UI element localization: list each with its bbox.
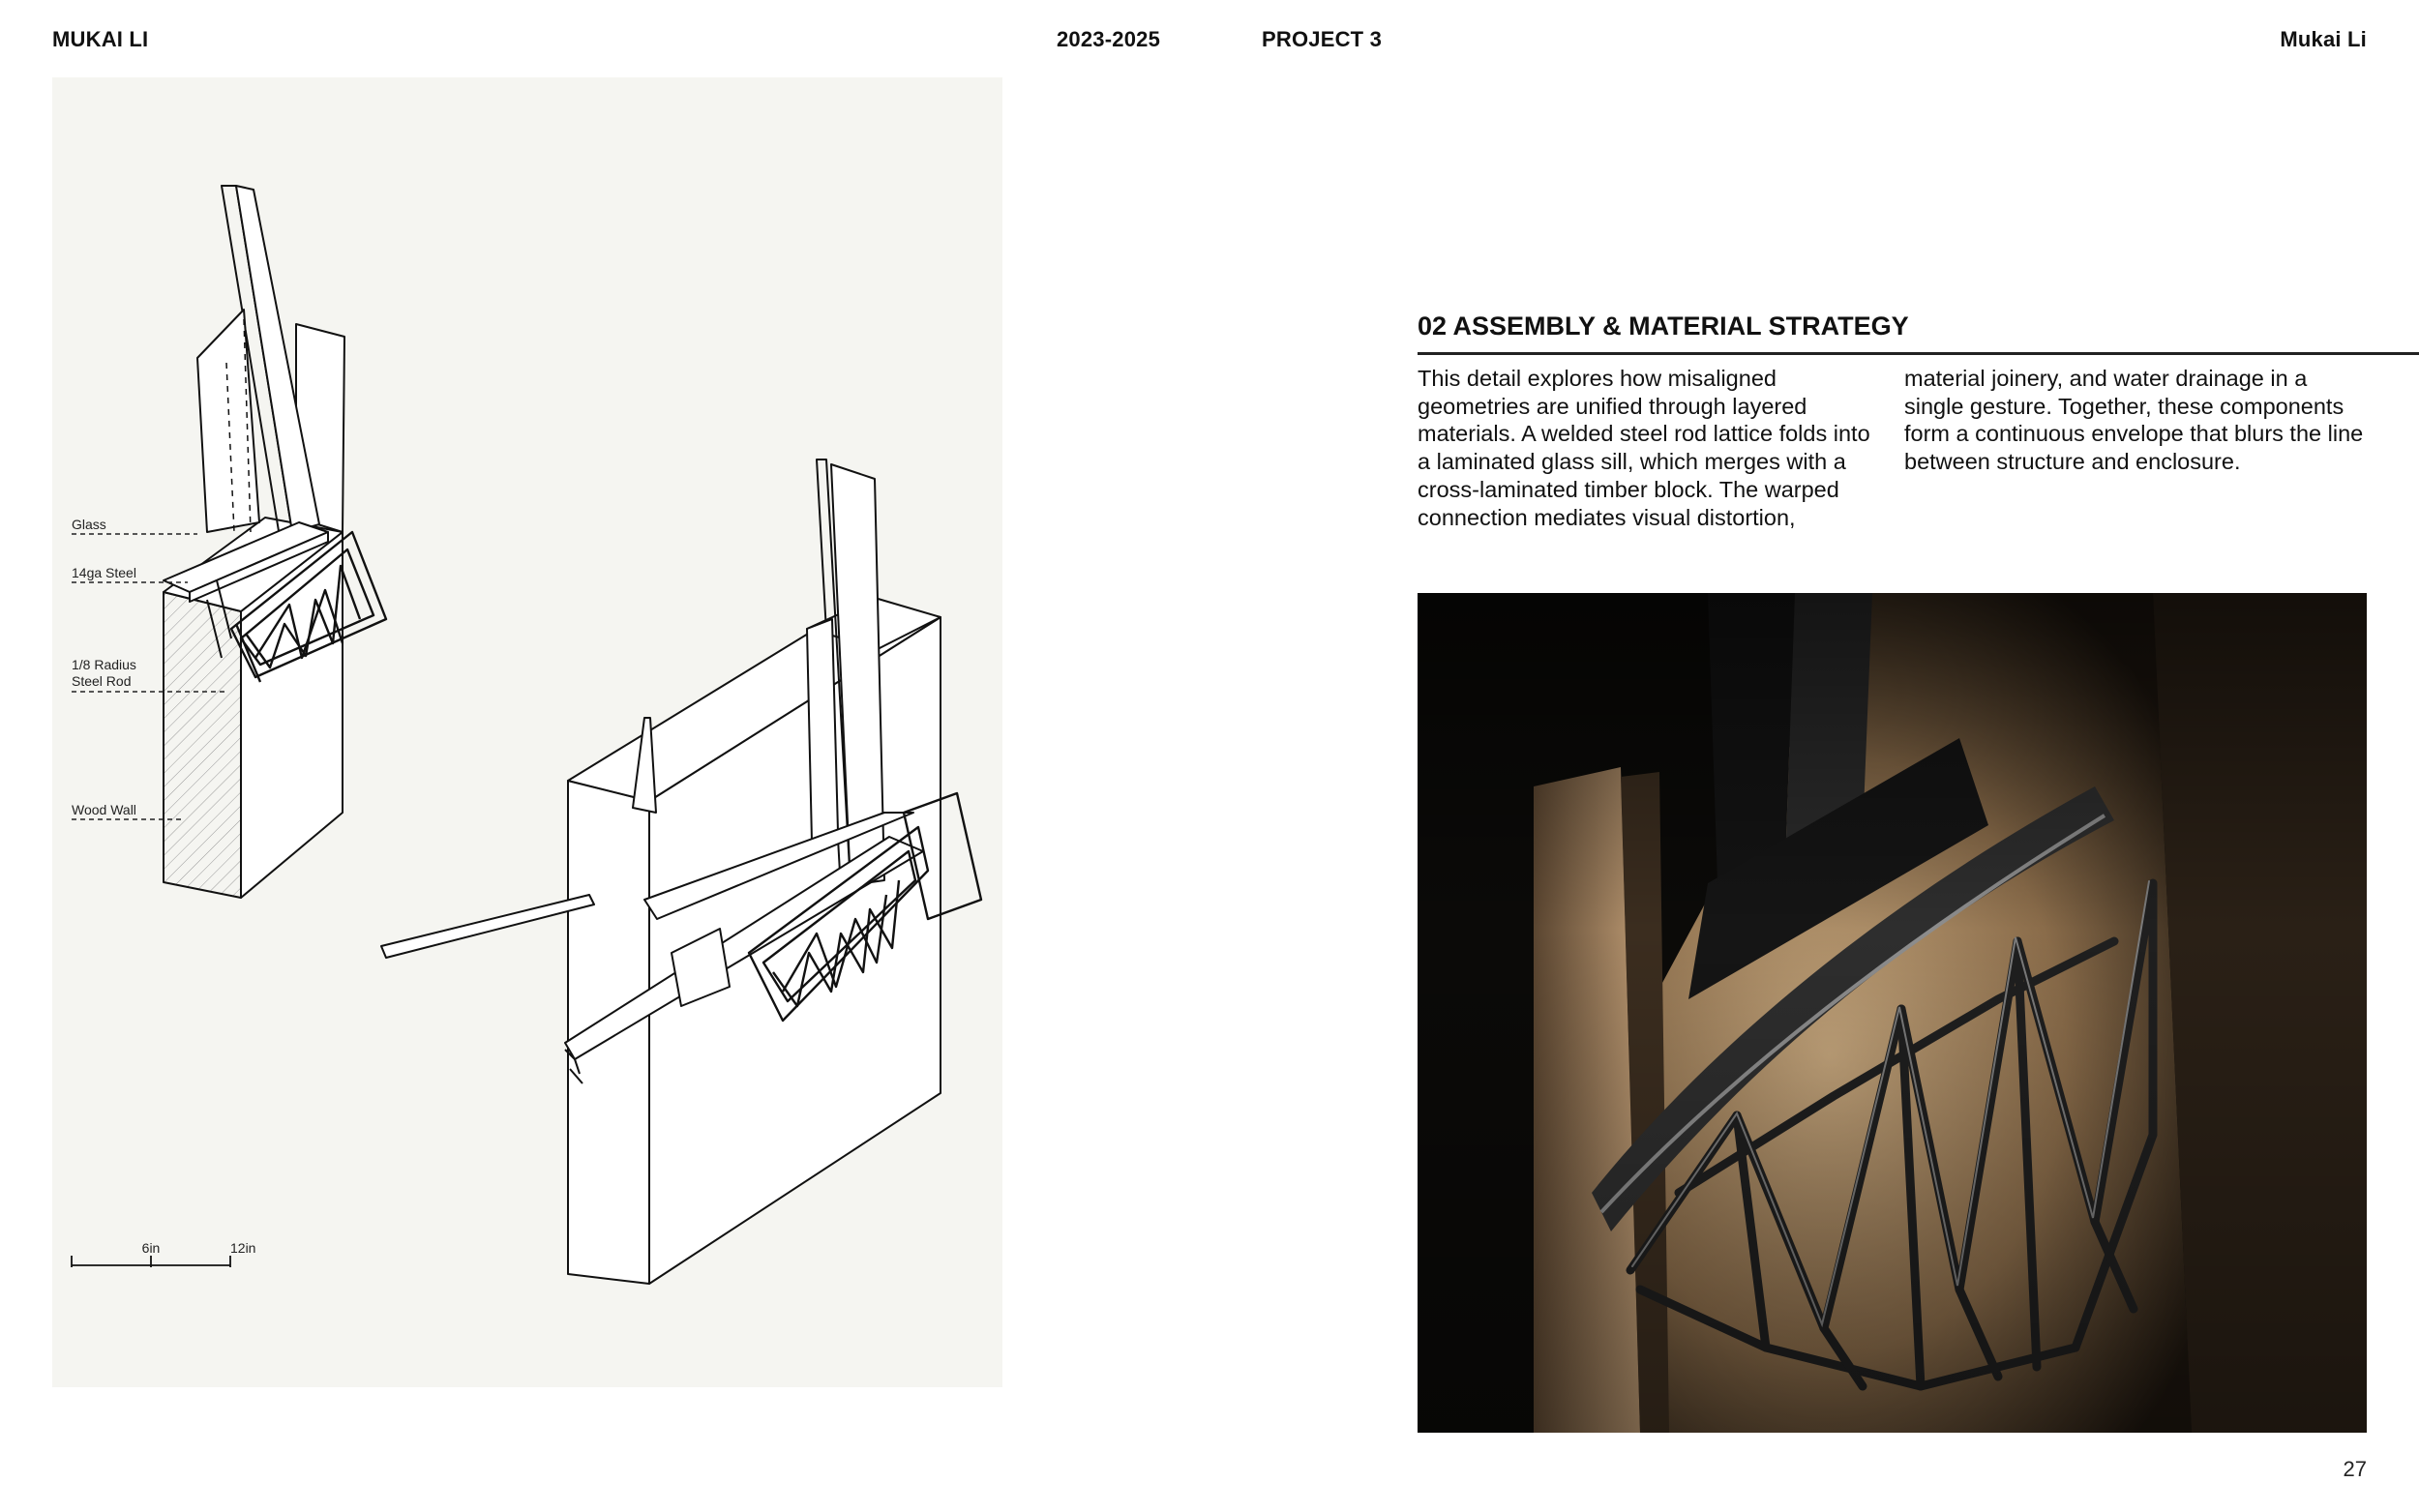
- scale-12in: 12in: [230, 1240, 256, 1256]
- section-divider: [1418, 352, 2419, 355]
- detail-drawing: [52, 77, 1002, 1387]
- model-photo: [1418, 593, 2367, 1433]
- scale-bar: [72, 1256, 230, 1267]
- paragraph-right: material joinery, and water drainage in a single gesture. Together, these components form a continuous envelope that blurs the line between structure and enclosure.: [1904, 366, 2364, 475]
- model-photo-illustration: [1418, 593, 2367, 1433]
- callout-steel: 14ga Steel: [72, 565, 136, 580]
- paragraph-left: This detail explores how misaligned geometries are unified through layered materials. A welded steel rod lattice folds into a laminated glass sill, which merges with a cross-laminated timber block. The warped connection mediates visual distortion,: [1418, 366, 1870, 530]
- author-name-right: Mukai Li: [2280, 27, 2367, 51]
- axonometric-drawing: [52, 77, 1002, 1387]
- year-range: 2023-2025: [1057, 27, 1161, 51]
- project-label: PROJECT 3: [1262, 27, 1383, 51]
- callout-wood: Wood Wall: [72, 802, 136, 817]
- section-title: 02 ASSEMBLY & MATERIAL STRATEGY: [1418, 311, 1909, 341]
- author-name-left: MUKAI LI: [52, 27, 149, 51]
- callout-rod-line2: Steel Rod: [72, 673, 132, 689]
- callout-rod-line1: 1/8 Radius: [72, 657, 136, 672]
- scale-6in: 6in: [141, 1240, 161, 1256]
- callout-glass: Glass: [72, 517, 106, 532]
- page-number: 27: [2343, 1457, 2367, 1481]
